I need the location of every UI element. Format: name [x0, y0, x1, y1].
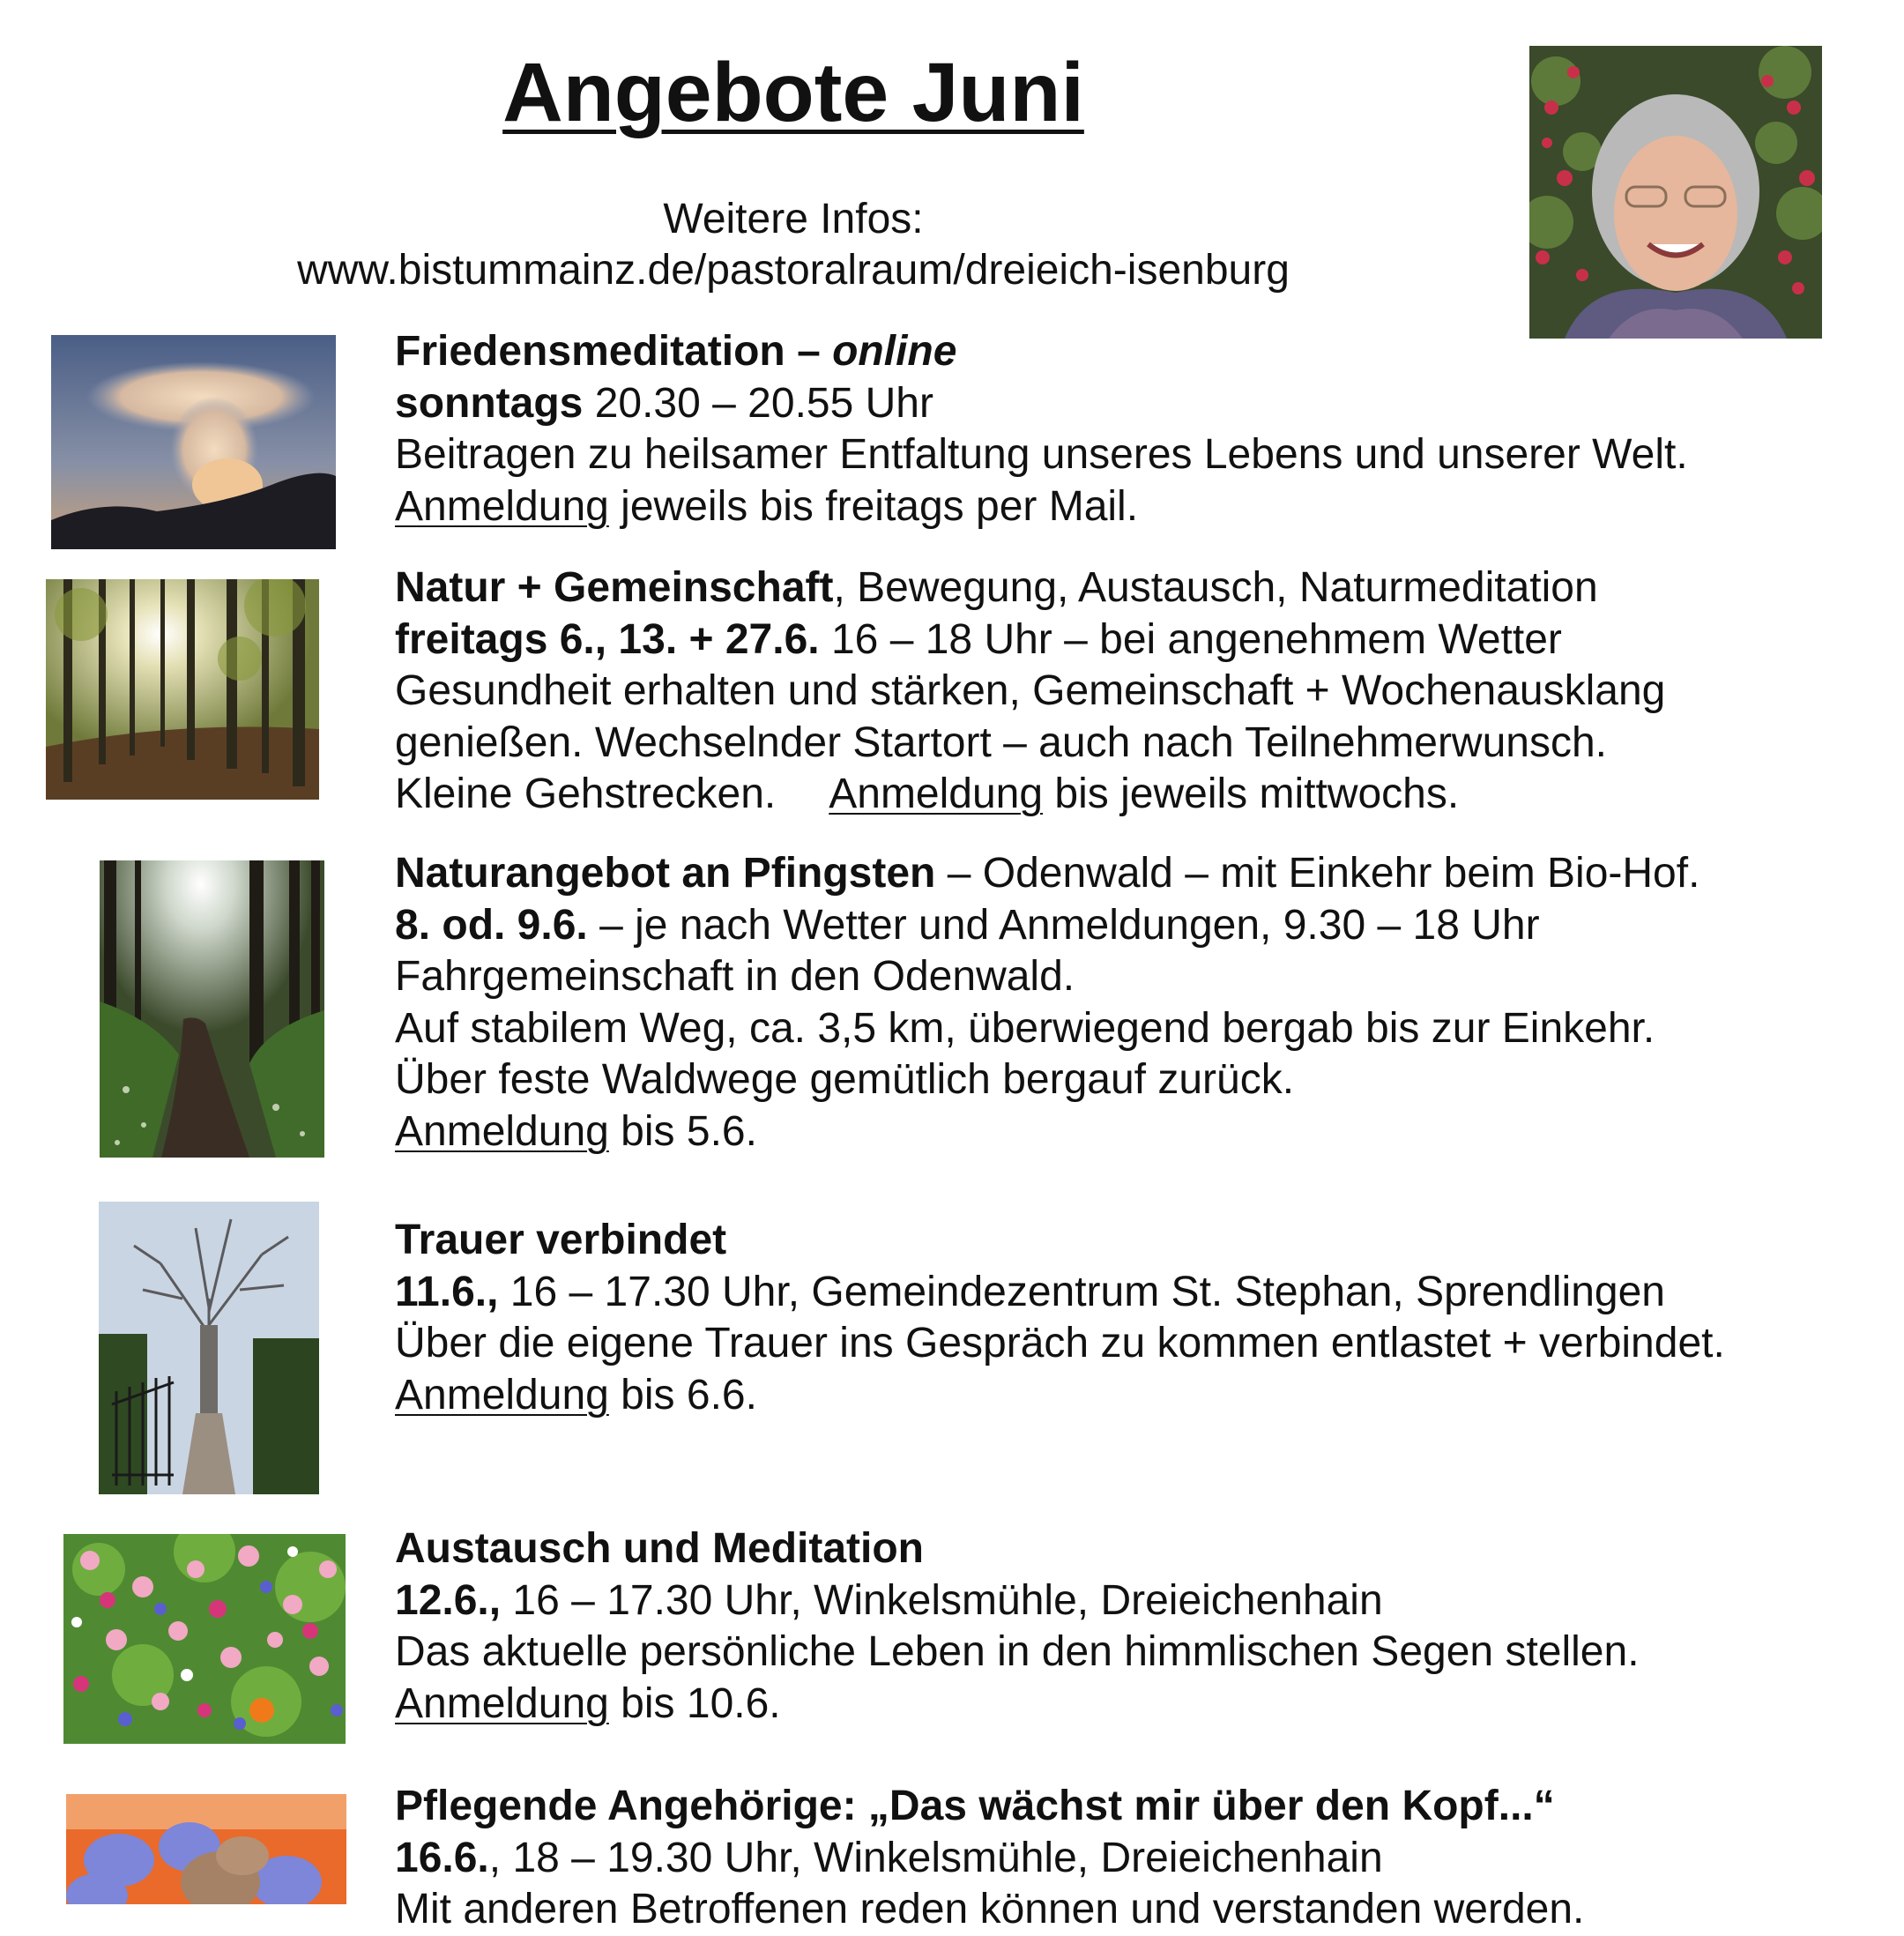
- forest-sunlight-photo: [46, 579, 319, 800]
- offer-time: 16 – 17.30 Uhr, Winkelsmühle, Dreieichenhain: [501, 1576, 1383, 1624]
- offer-day: sonntags: [395, 379, 584, 427]
- cloud-photo: [51, 335, 336, 549]
- offer-trauer-verbindet: [395, 1215, 1876, 1421]
- offer-time: 16 – 17.30 Uhr, Gemeindezentrum St. Stephan, Sprendlingen: [498, 1268, 1665, 1315]
- offer-description: Beitragen zu heilsamer Entfaltung unseres Lebens und unserer Welt.: [395, 431, 1688, 478]
- offer-description: Auf stabilem Weg, ca. 3,5 km, überwiegend bergab bis zur Einkehr.: [395, 1004, 1655, 1052]
- offer-title-online: online: [820, 328, 957, 375]
- offer-time: 20.30 – 20.55 Uhr: [583, 379, 933, 427]
- offer-day: 8. od. 9.6.: [395, 901, 588, 949]
- registration-note: bis 6.6.: [608, 1371, 757, 1418]
- offer-description: Kleine Gehstrecken.: [395, 771, 777, 817]
- offer-title: Natur + Gemeinschaft: [395, 564, 834, 611]
- page-title: Angebote Juni: [502, 46, 1084, 139]
- offer-description: Fahrgemeinschaft in den Odenwald.: [395, 953, 1075, 1000]
- offer-day: 12.6.,: [395, 1576, 502, 1624]
- portrait-photo: [1529, 46, 1822, 339]
- offer-description: Mit anderen Betroffenen reden können und verstanden werden.: [395, 1886, 1585, 1932]
- info-label: Weitere Infos:: [663, 196, 924, 242]
- offer-description: genießen. Wechselnder Startort – auch nach Teilnehmerwunsch.: [395, 719, 1608, 766]
- offer-time: , 18 – 19.30 Uhr, Winkelsmühle, Dreieichenhain: [488, 1834, 1383, 1881]
- offer-title: Naturangebot an Pfingsten: [395, 850, 936, 897]
- offer-description: Über die eigene Trauer ins Gespräch zu kommen entlastet + verbindet.: [395, 1320, 1725, 1366]
- offer-title: Austausch und Meditation: [395, 1525, 924, 1572]
- registration-link[interactable]: Anmeldung: [395, 482, 609, 530]
- offer-day: 11.6.,: [395, 1268, 499, 1315]
- offer-austausch-meditation: [395, 1523, 1876, 1730]
- offer-time: – je nach Wetter und Anmeldungen, 9.30 – 18 Uhr: [587, 901, 1540, 949]
- offer-subtitle: – Odenwald – mit Einkehr beim Bio-Hof.: [935, 850, 1700, 897]
- offer-title: Pflegende Angehörige: „Das wächst mir über den Kopf...“: [395, 1783, 1555, 1829]
- forest-path-photo: [100, 860, 324, 1158]
- info-section: [212, 194, 1375, 296]
- offer-naturangebot-pfingsten: [395, 848, 1876, 1158]
- offer-day: 16.6.: [395, 1834, 489, 1881]
- offer-time: 16 – 18 Uhr – bei angenehmem Wetter: [819, 615, 1562, 663]
- registration-link[interactable]: Anmeldung: [395, 1679, 609, 1727]
- registration-link[interactable]: Anmeldung: [829, 771, 1044, 817]
- offer-description: Über feste Waldwege gemütlich bergauf zurück.: [395, 1056, 1295, 1103]
- offer-day: freitags 6., 13. + 27.6.: [395, 615, 820, 663]
- registration-note: bis 10.6.: [608, 1679, 781, 1727]
- offer-description: Gesundheit erhalten und stärken, Gemeinschaft + Wochenausklang: [395, 667, 1666, 714]
- violets-photo: [66, 1794, 346, 1904]
- registration-note: jeweils bis freitags per Mail.: [608, 482, 1139, 530]
- tree-gate-photo: [99, 1202, 319, 1494]
- offer-title: Friedensmeditation –: [395, 328, 821, 375]
- info-url[interactable]: www.bistummainz.de/pastoralraum/dreieich-isenburg: [297, 247, 1290, 294]
- offer-friedensmeditation: [395, 326, 1876, 532]
- registration-link[interactable]: Anmeldung: [395, 1107, 609, 1155]
- registration-note: bis 5.6.: [608, 1107, 757, 1155]
- registration-note: bis jeweils mittwochs.: [1043, 771, 1460, 817]
- offer-subtitle: , Bewegung, Austausch, Naturmeditation: [833, 564, 1598, 611]
- offer-title: Trauer verbindet: [395, 1217, 727, 1263]
- flower-meadow-photo: [63, 1534, 346, 1744]
- offer-description: Das aktuelle persönliche Leben in den himmlischen Segen stellen.: [395, 1628, 1640, 1675]
- registration-link[interactable]: Anmeldung: [395, 1371, 609, 1418]
- offer-natur-gemeinschaft: [395, 562, 1876, 821]
- offer-pflegende-angehoerige: [395, 1781, 1876, 1936]
